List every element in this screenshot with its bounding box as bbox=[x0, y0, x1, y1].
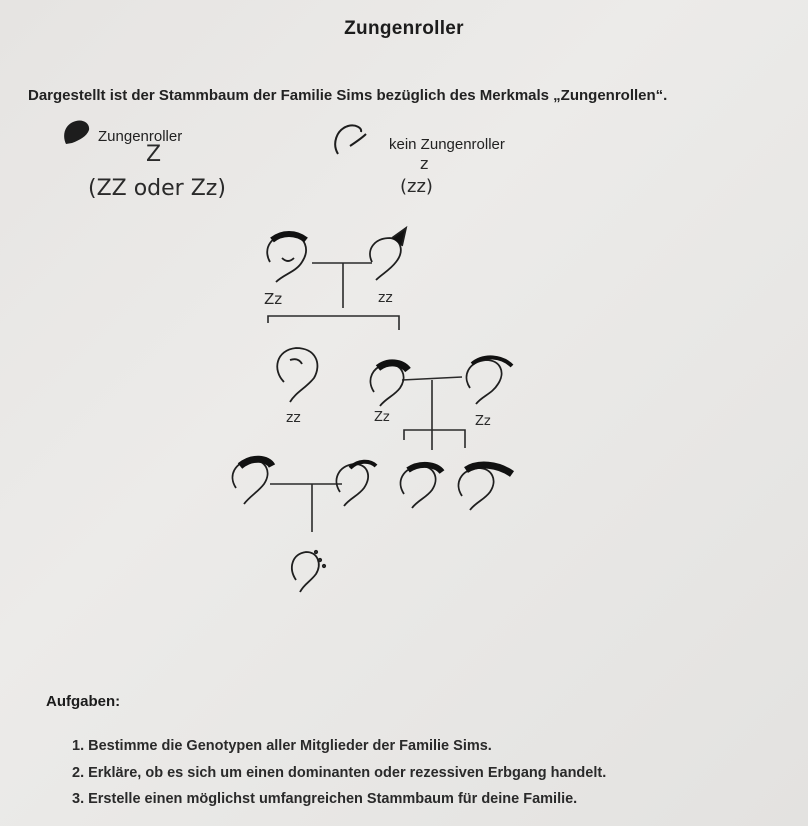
tasks-heading: Aufgaben: bbox=[46, 693, 121, 710]
genotype-gen2-c: Zz bbox=[475, 414, 491, 429]
genotype-gen2-b: Zz bbox=[374, 410, 390, 425]
person-gen3-c bbox=[401, 465, 442, 508]
genotype-gen1-father: Zz bbox=[264, 290, 283, 308]
person-gen1-father bbox=[267, 234, 306, 282]
gen1-sibling-line bbox=[268, 316, 399, 330]
task-item: 2. Erkläre, ob es sich um einen dominanten oder rezessiven Erbgang handelt. bbox=[72, 765, 607, 781]
legend-nonroller-genotypes: (zz) bbox=[400, 176, 433, 197]
person-gen2-c bbox=[467, 357, 512, 404]
person-gen3-b bbox=[336, 462, 376, 506]
intro-text: Dargestellt ist der Stammbaum der Familie Sims bezüglich des Merkmals „Zungenrollen“. bbox=[28, 87, 668, 104]
person-gen3-a bbox=[233, 459, 272, 504]
person-gen4-child bbox=[292, 551, 325, 592]
person-gen2-a bbox=[277, 348, 317, 402]
genotype-gen1-mother: zz bbox=[378, 290, 393, 306]
legend-nonroller-label: kein Zungenroller bbox=[389, 136, 505, 153]
person-gen3-d bbox=[459, 465, 512, 510]
legend-nonroller-allele: z bbox=[420, 154, 429, 173]
gen2-partner-line bbox=[402, 377, 462, 380]
legend-roller-label: Zungenroller bbox=[98, 128, 183, 145]
legend-roller-genotypes: (ZZ oder Zz) bbox=[88, 176, 226, 201]
person-gen1-mother bbox=[370, 228, 406, 280]
person-gen2-b bbox=[370, 363, 408, 406]
page-title: Zungenroller bbox=[344, 18, 464, 39]
task-item: 3. Erstelle einen möglichst umfangreichen Stammbaum für deine Familie. bbox=[72, 791, 578, 807]
gen2-sibling-line bbox=[404, 430, 465, 448]
genotype-gen2-a: zz bbox=[286, 410, 301, 426]
task-item: 1. Bestimme die Genotypen aller Mitglieder der Familie Sims. bbox=[72, 738, 492, 754]
legend-roller-allele: Z bbox=[146, 142, 162, 167]
